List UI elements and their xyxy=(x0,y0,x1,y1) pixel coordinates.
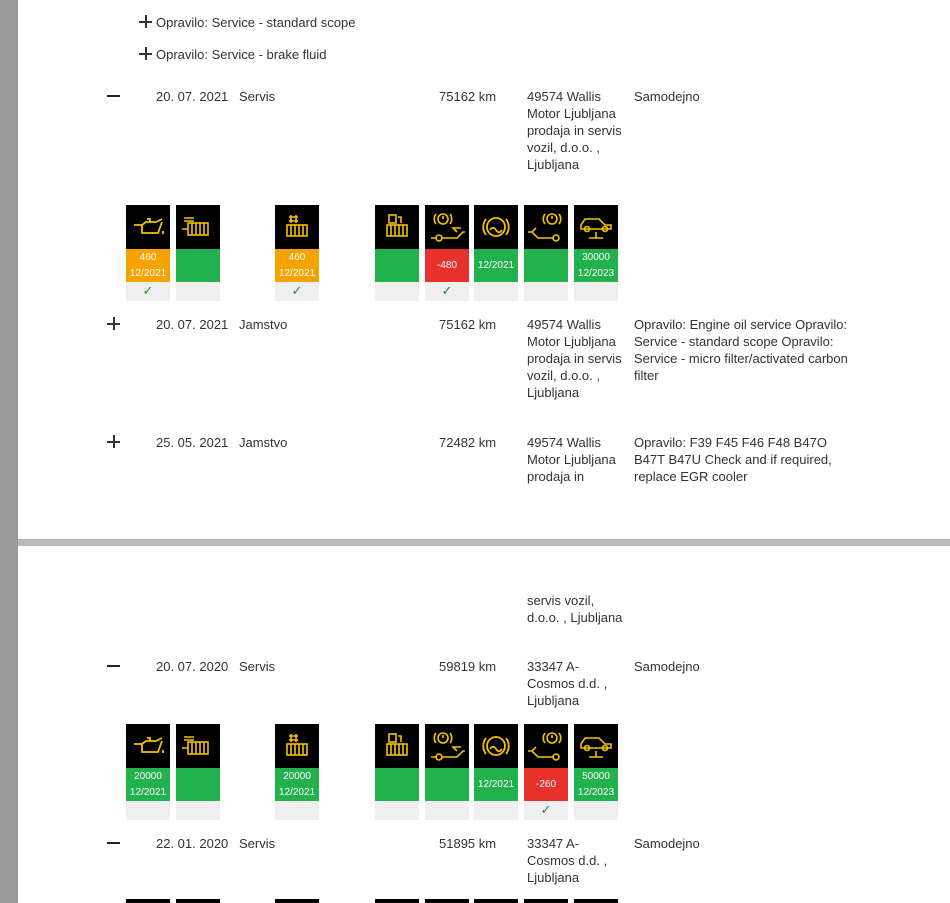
service-tile xyxy=(126,205,170,301)
service-tile xyxy=(425,724,469,820)
service-tile xyxy=(474,205,518,301)
entry-mileage: 75162 km xyxy=(439,317,497,332)
entry-dealer: 49574 Wallis Motor Ljubljana prodaja in servis vozil, d.o.o. , Ljubljana xyxy=(527,89,622,172)
cabin-filter-icon xyxy=(275,724,319,768)
tile-value: 30000 xyxy=(582,251,610,263)
oil-can-icon xyxy=(126,205,170,249)
service-status-tiles xyxy=(126,205,626,301)
service-status-tiles xyxy=(126,724,626,820)
entry-mileage: 72482 km xyxy=(439,435,497,450)
vehicle-check-icon xyxy=(574,724,618,768)
tile-status xyxy=(474,768,518,801)
tile-value: 460 xyxy=(139,251,157,263)
tile-status xyxy=(375,768,419,801)
tile-check-mark xyxy=(126,801,170,820)
service-tile xyxy=(375,724,419,820)
tile-check-mark: ✓ xyxy=(524,801,568,820)
tile-status xyxy=(574,249,618,282)
filter-icon xyxy=(176,724,220,768)
entry-notes: Opravilo: Engine oil service Opravilo: Service - standard scope Opravilo: Service - micro filter/activated carbon filter xyxy=(634,317,848,383)
tile-status xyxy=(126,249,170,282)
fuel-filter-icon xyxy=(375,205,419,249)
tile-value: -480 xyxy=(436,259,457,271)
tile-value: 20000 xyxy=(283,770,311,782)
entry-date: 20. 07. 2021 xyxy=(156,89,229,104)
tile-status xyxy=(524,768,568,801)
tile-status xyxy=(474,249,518,282)
service-tile xyxy=(574,205,618,301)
tile-due-date: 12/2023 xyxy=(577,786,615,798)
tile-value: 50000 xyxy=(582,770,610,782)
rear-brakes-icon xyxy=(524,205,568,249)
tile-check-mark xyxy=(275,801,319,820)
entry-dealer: 49574 Wallis Motor Ljubljana prodaja in xyxy=(527,435,616,484)
service-tile xyxy=(524,724,568,820)
service-tile xyxy=(474,724,518,820)
service-tile xyxy=(176,724,220,820)
tile-due-date: 12/2021 xyxy=(278,786,316,798)
service-tile xyxy=(275,724,319,820)
entry-type: Jamstvo xyxy=(239,435,288,450)
tile-status xyxy=(275,249,319,282)
tile-due-date: 12/2021 xyxy=(477,259,515,271)
entry-date: 22. 01. 2020 xyxy=(156,836,229,851)
expand-plus-icon[interactable] xyxy=(106,316,122,332)
tile-status xyxy=(176,768,220,801)
tile-check-mark xyxy=(474,282,518,301)
entry-dealer: 33347 A-Cosmos d.d. , Ljubljana xyxy=(527,836,608,885)
service-tile xyxy=(425,205,469,301)
tile-check-mark xyxy=(375,801,419,820)
entry-notes: Samodejno xyxy=(634,89,700,104)
entry-type: Servis xyxy=(239,659,276,674)
entry-mileage: 51895 km xyxy=(439,836,497,851)
tile-check-mark: ✓ xyxy=(275,282,319,301)
entry-dealer: 33347 A-Cosmos d.d. , Ljubljana xyxy=(527,659,608,708)
tile-check-mark: ✓ xyxy=(425,282,469,301)
tile-status xyxy=(425,768,469,801)
tile-check-mark xyxy=(474,801,518,820)
entry-date: 20. 07. 2021 xyxy=(156,317,229,332)
tile-value: -260 xyxy=(535,778,556,790)
tile-check-mark xyxy=(574,801,618,820)
document-page-2 xyxy=(18,546,950,903)
oil-can-icon xyxy=(126,724,170,768)
tile-due-date: 12/2021 xyxy=(129,786,167,798)
collapse-minus-icon[interactable] xyxy=(106,658,122,674)
tile-due-date: 12/2021 xyxy=(278,267,316,279)
tile-check-mark xyxy=(176,282,220,301)
tile-check-mark xyxy=(425,801,469,820)
entry-dealer: 49574 Wallis Motor Ljubljana prodaja in servis vozil, d.o.o. , Ljubljana xyxy=(527,317,622,400)
entry-type: Servis xyxy=(239,836,276,851)
tile-status xyxy=(375,249,419,282)
entry-notes: Opravilo: F39 F45 F46 F48 B47O B47T B47U Check and if required, replace EGR cooler xyxy=(634,435,832,484)
service-tile xyxy=(574,724,618,820)
entry-mileage: 75162 km xyxy=(439,89,497,104)
rear-brakes-icon xyxy=(524,724,568,768)
tile-due-date: 12/2023 xyxy=(577,267,615,279)
tile-value: 460 xyxy=(288,251,306,263)
service-tile xyxy=(375,205,419,301)
tile-check-mark: ✓ xyxy=(126,282,170,301)
entry-notes: Samodejno xyxy=(634,836,700,851)
fuel-filter-icon xyxy=(375,724,419,768)
expand-plus-icon[interactable] xyxy=(106,434,122,450)
front-brakes-icon xyxy=(425,205,469,249)
tile-due-date: 12/2021 xyxy=(477,778,515,790)
sub-item-label: Opravilo: Service - brake fluid xyxy=(156,47,327,62)
front-brakes-icon xyxy=(425,724,469,768)
entry-type: Jamstvo xyxy=(239,317,288,332)
tile-due-date: 12/2021 xyxy=(129,267,167,279)
expand-plus-icon[interactable] xyxy=(138,46,154,62)
cabin-filter-icon xyxy=(275,205,319,249)
tile-status xyxy=(574,768,618,801)
entry-dealer-continued: servis vozil, d.o.o. , Ljubljana xyxy=(527,593,623,625)
entry-notes: Samodejno xyxy=(634,659,700,674)
page-divider xyxy=(18,539,950,546)
tile-value: 20000 xyxy=(134,770,162,782)
entry-type: Servis xyxy=(239,89,276,104)
collapse-minus-icon[interactable] xyxy=(106,88,122,104)
brake-fluid-icon xyxy=(474,205,518,249)
entry-date: 20. 07. 2020 xyxy=(156,659,229,674)
service-tile xyxy=(524,205,568,301)
tile-status xyxy=(176,249,220,282)
entry-mileage: 59819 km xyxy=(439,659,497,674)
tile-status xyxy=(425,249,469,282)
tile-row-cutoff xyxy=(126,899,626,903)
brake-fluid-icon xyxy=(474,724,518,768)
vehicle-check-icon xyxy=(574,205,618,249)
sub-item-label: Opravilo: Service - standard scope xyxy=(156,15,356,30)
entry-date: 25. 05. 2021 xyxy=(156,435,229,450)
tile-check-mark xyxy=(176,801,220,820)
service-tile xyxy=(176,205,220,301)
service-tile xyxy=(126,724,170,820)
tile-check-mark xyxy=(524,282,568,301)
tile-status xyxy=(275,768,319,801)
tile-check-mark xyxy=(574,282,618,301)
collapse-minus-icon[interactable] xyxy=(106,835,122,851)
expand-plus-icon[interactable] xyxy=(138,14,154,30)
tile-check-mark xyxy=(375,282,419,301)
service-tile xyxy=(275,205,319,301)
tile-status xyxy=(524,249,568,282)
tile-status xyxy=(126,768,170,801)
filter-icon xyxy=(176,205,220,249)
document-page-1 xyxy=(18,0,950,539)
